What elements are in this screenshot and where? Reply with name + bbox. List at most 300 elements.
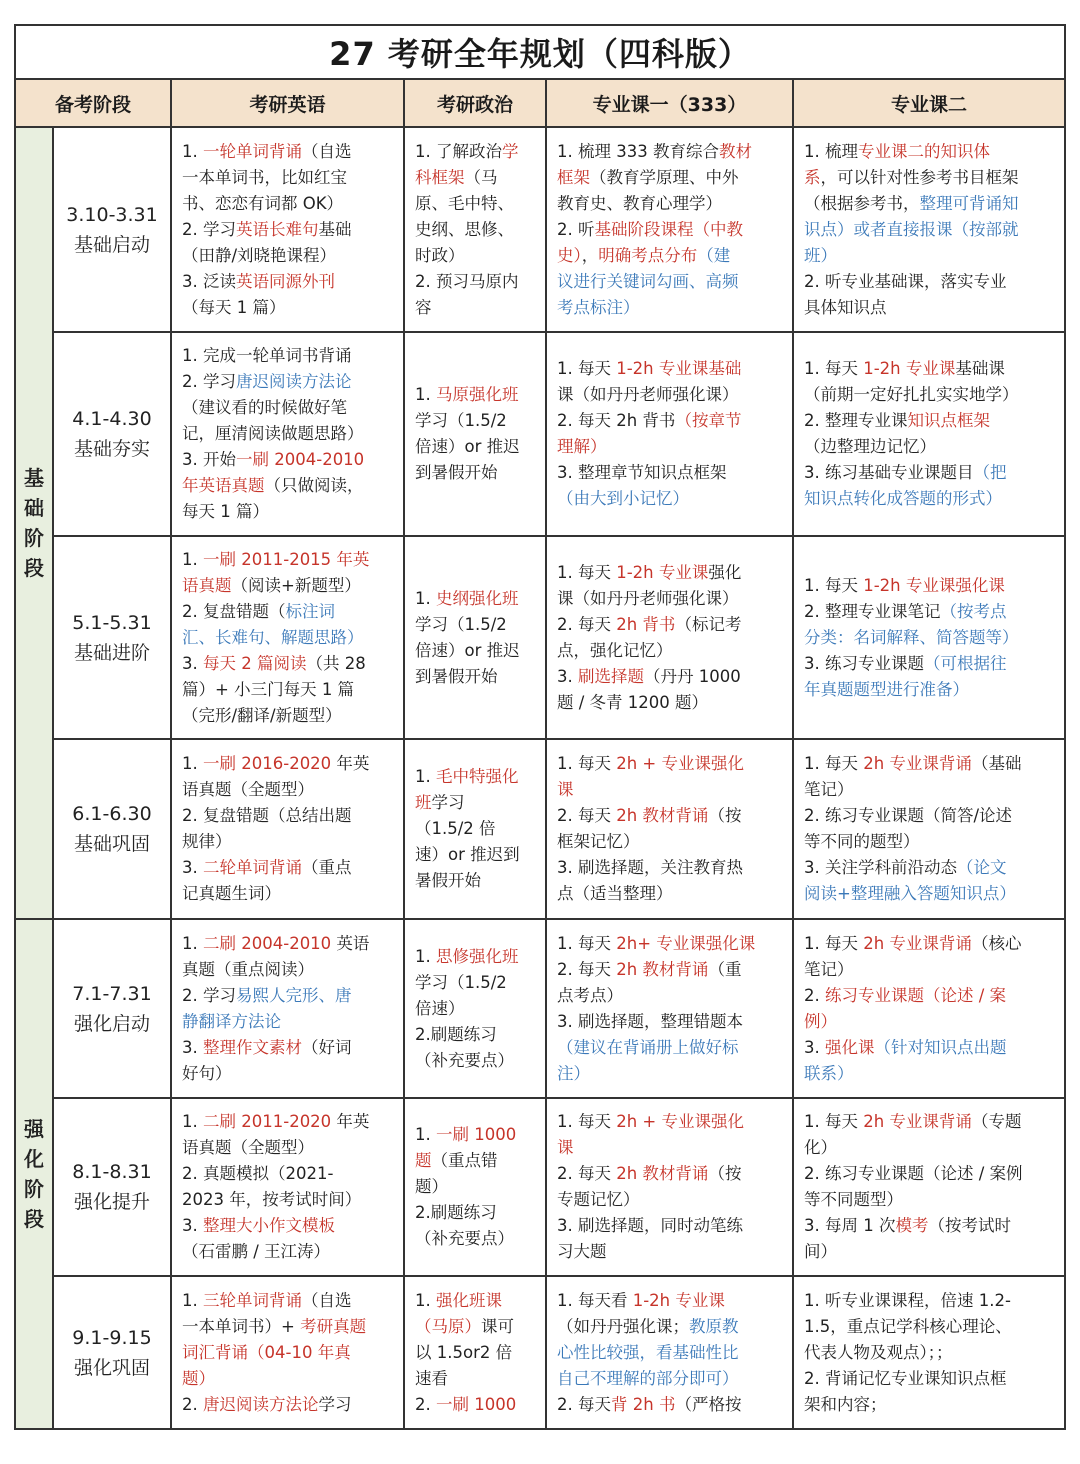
text-segment: 理解）: [557, 437, 607, 457]
table-row: [15, 332, 1065, 537]
text-segment: （可根据往: [924, 653, 1007, 673]
cell-line: [804, 1366, 1056, 1392]
cell-line: [557, 881, 784, 907]
cell-line: [557, 217, 784, 243]
cell-line: [557, 638, 784, 664]
text-segment: （补充要点）: [415, 1050, 514, 1070]
cell-line: [557, 1109, 784, 1135]
text-segment: 语真题: [182, 575, 232, 595]
text-segment: 基础阶段课程（中教: [594, 219, 743, 239]
text-segment: 2. 复盘错题（: [182, 601, 286, 621]
cell-line: [557, 408, 784, 434]
cell-line: [804, 1340, 1056, 1366]
text-segment: 明确考点分布: [598, 245, 698, 265]
cell-line: [415, 1340, 537, 1366]
cell-line: [415, 1122, 537, 1148]
cell-line: [415, 1314, 537, 1340]
cell-line: [415, 944, 537, 970]
text-segment: 3. 刷选择题，关注教育热: [557, 858, 743, 878]
text-segment: 2h + 专业课强化: [616, 1112, 745, 1132]
text-segment: 1. 每天: [557, 359, 617, 379]
text-segment: 2h 教材背诵: [616, 806, 709, 826]
text-segment: 课可: [481, 1316, 514, 1336]
text-segment: 二刷 2011-2020: [203, 1112, 332, 1132]
text-segment: 倍速）or 推迟: [415, 437, 520, 457]
text-segment: ，: [581, 245, 599, 265]
text-segment: 知识点转化成答题的形式）: [804, 489, 1002, 509]
cell-line: [804, 1288, 1056, 1314]
cell-english: [171, 1098, 404, 1277]
text-segment: 2. 每天: [557, 1394, 611, 1414]
text-segment: 学习: [318, 1394, 352, 1414]
text-segment: 笔记）: [804, 780, 854, 800]
text-segment: 学: [502, 141, 519, 161]
cell-line: [804, 1061, 1056, 1087]
text-segment: 倍速）or 推迟: [415, 640, 520, 660]
cell-line: [415, 1366, 537, 1392]
text-segment: 3.: [182, 858, 203, 878]
text-segment: 1. 完成一轮单词书背诵: [182, 346, 352, 366]
text-segment: 2. 练习专业课题（简答/论述: [804, 806, 1013, 826]
period-dates: 5.1-5.31: [72, 611, 152, 634]
text-segment: 史）: [557, 245, 582, 265]
period-dates: 4.1-4.30: [72, 408, 152, 431]
table-row: [15, 1098, 1065, 1277]
text-segment: （补充要点）: [415, 1229, 514, 1249]
text-segment: 代表人物及观点）；；: [804, 1342, 953, 1362]
text-segment: 3. 开始: [182, 450, 236, 470]
text-segment: 2h 专业课背诵: [863, 933, 972, 953]
text-segment: 点（适当整理）: [557, 884, 673, 904]
cell-line: [182, 573, 395, 599]
text-segment: 1.: [415, 1125, 436, 1145]
cell-politics: [404, 536, 546, 739]
text-segment: 强化: [708, 562, 742, 582]
text-segment: 唐迟阅读方法论: [236, 372, 352, 392]
cell-line: [182, 447, 395, 473]
cell-line: [557, 751, 784, 777]
text-segment: （标记考: [675, 614, 742, 634]
text-segment: 2h 教材背诵: [616, 1164, 709, 1184]
cell-major-two: [793, 536, 1065, 739]
cell-politics: [404, 332, 546, 537]
study-plan-table: [14, 24, 1066, 1430]
cell-line: [804, 382, 1056, 408]
text-segment: 2.: [182, 1394, 203, 1414]
cell-line: [182, 395, 395, 421]
period-dates: 9.1-9.15: [72, 1326, 152, 1349]
text-segment: 3. 刷选择题，同时动笔练: [557, 1216, 743, 1236]
text-segment: （按章节: [675, 411, 742, 431]
text-segment: 课（如丹丹老师强化课）: [557, 588, 739, 608]
cell-line: [557, 829, 784, 855]
text-segment: （完形/翻译/新题型）: [182, 705, 342, 725]
cell-line: [415, 217, 537, 243]
text-segment: 1.: [182, 1290, 203, 1310]
text-segment: 1. 每天: [557, 1112, 617, 1132]
text-segment: 1-2h 专业课基础: [616, 359, 742, 379]
cell-politics: [404, 1098, 546, 1277]
text-segment: （自选: [302, 141, 352, 161]
cell-line: [804, 1213, 1056, 1239]
cell-line: [182, 703, 395, 729]
cell-line: [804, 599, 1056, 625]
cell-line: [557, 460, 784, 486]
text-segment: 1. 每天: [804, 1112, 864, 1132]
cell-line: [804, 139, 1056, 165]
cell-line: [415, 139, 537, 165]
cell-line: [804, 957, 1056, 983]
period-cell: [53, 536, 171, 739]
cell-line: [182, 421, 395, 447]
text-segment: （针对知识点出题: [874, 1037, 1007, 1057]
text-segment: 科框架: [415, 167, 465, 187]
text-segment: 2h 背书: [616, 614, 676, 634]
text-segment: （按考点: [940, 601, 1007, 621]
cell-line: [415, 816, 537, 842]
text-segment: 3.: [182, 1037, 203, 1057]
cell-line: [415, 1288, 537, 1314]
text-segment: 3. 关注学科前沿动态: [804, 858, 957, 878]
text-segment: 刷选择题: [578, 666, 644, 686]
phase-char: 础: [24, 496, 44, 521]
cell-line: [415, 996, 537, 1022]
text-segment: 语真题（全题型）: [182, 780, 314, 800]
text-segment: 模考: [895, 1216, 929, 1236]
text-segment: 练习专业课题（论述 / 案: [825, 985, 1007, 1005]
cell-line: [557, 1213, 784, 1239]
text-segment: （每天 1 篇）: [182, 297, 286, 317]
text-segment: （教育学原理、中外: [590, 167, 739, 187]
text-segment: （边整理边记忆）: [804, 437, 936, 457]
cell-line: [182, 677, 395, 703]
text-segment: 1.: [415, 767, 436, 787]
text-segment: 注）: [557, 1063, 590, 1083]
cell-major-two: [793, 1276, 1065, 1429]
text-segment: 1. 听专业课课程，倍速 1.2-: [804, 1290, 1011, 1310]
header-english: 考研英语: [171, 79, 404, 127]
cell-line: [804, 434, 1056, 460]
period-dates: 3.10-3.31: [66, 203, 158, 226]
text-segment: 3.: [182, 653, 203, 673]
text-segment: （前期一定好扎扎实实地学）: [804, 385, 1019, 405]
text-segment: 学习（1.5/2: [415, 411, 507, 431]
text-segment: 规律）: [182, 832, 232, 852]
cell-line: [557, 664, 784, 690]
phase-char: 化: [24, 1147, 44, 1172]
text-segment: 1. 每天: [804, 359, 864, 379]
text-segment: 分类：名词解释、简答题等）: [804, 627, 1019, 647]
cell-line: [557, 1161, 784, 1187]
text-segment: 班）: [804, 245, 837, 265]
cell-line: [182, 139, 395, 165]
cell-line: [804, 931, 1056, 957]
cell-line: [804, 1392, 1056, 1418]
text-segment: （建: [697, 245, 731, 265]
cell-line: [182, 343, 395, 369]
cell-line: [804, 1161, 1056, 1187]
header-stage: 备考阶段: [15, 79, 171, 127]
cell-line: [415, 269, 537, 295]
text-segment: （1.5/2 倍: [415, 819, 496, 839]
cell-line: [557, 931, 784, 957]
text-segment: 3.: [557, 666, 578, 686]
text-segment: 具体知识点: [804, 297, 887, 317]
text-segment: 学习（1.5/2: [415, 614, 507, 634]
cell-line: [557, 486, 784, 512]
text-segment: （马: [464, 167, 498, 187]
table-row: [15, 536, 1065, 739]
text-segment: 1. 了解政治: [415, 141, 502, 161]
cell-line: [415, 586, 537, 612]
text-segment: （由大到小记忆）: [557, 489, 689, 509]
cell-line: [804, 191, 1056, 217]
text-segment: 自己不理解的部分即可）: [557, 1368, 739, 1388]
text-segment: 2. 背诵记忆专业课知识点框: [804, 1368, 1007, 1388]
text-segment: 记，厘清阅读做题思路）: [182, 424, 364, 444]
text-segment: 2.: [415, 1394, 436, 1414]
cell-line: [182, 931, 395, 957]
cell-line: [557, 586, 784, 612]
text-segment: 1. 每天: [557, 754, 617, 774]
text-segment: 1.: [182, 1112, 203, 1132]
cell-line: [804, 1187, 1056, 1213]
text-segment: 一刷 1000: [436, 1125, 517, 1145]
cell-line: [804, 1314, 1056, 1340]
cell-major-one: [546, 1276, 793, 1429]
text-segment: 一刷 2016-2020: [203, 754, 332, 774]
cell-line: [804, 1035, 1056, 1061]
cell-line: [804, 983, 1056, 1009]
text-segment: 基础课: [955, 359, 1005, 379]
cell-line: [557, 855, 784, 881]
cell-english: [171, 332, 404, 537]
text-segment: 毛中特强化: [436, 767, 519, 787]
cell-line: [415, 868, 537, 894]
cell-line: [557, 1366, 784, 1392]
text-segment: 3. 练习专业课题: [804, 653, 924, 673]
cell-line: [557, 165, 784, 191]
cell-line: [557, 269, 784, 295]
cell-line: [182, 651, 395, 677]
text-segment: 基础: [318, 219, 352, 239]
text-segment: （重点错: [431, 1151, 498, 1171]
text-segment: 1. 梳理 333 教育综合: [557, 141, 719, 161]
text-segment: 年英语真题: [182, 476, 265, 496]
text-segment: 点考点）: [557, 985, 623, 1005]
text-segment: 倍速）: [415, 998, 465, 1018]
cell-line: [415, 842, 537, 868]
cell-line: [415, 1048, 537, 1074]
text-segment: 1.: [415, 385, 436, 405]
text-segment: （重点: [302, 858, 352, 878]
text-segment: 1. 每天: [557, 933, 617, 953]
cell-line: [557, 1187, 784, 1213]
cell-politics: [404, 127, 546, 332]
phase-char: 段: [24, 1207, 44, 1232]
phase-char: 强: [24, 1117, 44, 1142]
text-segment: （专题: [971, 1112, 1022, 1132]
text-segment: 教原教: [689, 1316, 739, 1336]
text-segment: 标注词: [285, 601, 335, 621]
period-name: 强化启动: [73, 1012, 150, 1035]
text-segment: 等不同的题型）: [804, 832, 920, 852]
text-segment: （根据参考书，: [804, 193, 920, 213]
text-segment: 真题（重点阅读）: [182, 959, 314, 979]
text-segment: 好句）: [182, 1063, 232, 1083]
table-row: [15, 1276, 1065, 1429]
cell-line: [557, 957, 784, 983]
cell-line: [415, 1022, 537, 1048]
text-segment: （按考试时: [928, 1216, 1011, 1236]
phase-label: [15, 919, 53, 1429]
cell-major-two: [793, 127, 1065, 332]
text-segment: 2. 学习: [182, 219, 236, 239]
cell-line: [415, 382, 537, 408]
phase-char: 阶: [24, 1177, 44, 1202]
text-segment: 框架记忆）: [557, 832, 640, 852]
text-segment: 英语长难句: [236, 219, 319, 239]
cell-line: [415, 1392, 537, 1418]
period-dates: 7.1-7.31: [72, 982, 152, 1005]
cell-major-one: [546, 127, 793, 332]
text-segment: 到暑假开始: [415, 463, 498, 483]
text-segment: 2023 年，按考试时间）: [182, 1190, 362, 1210]
text-segment: 2.: [804, 985, 825, 1005]
text-segment: （重: [708, 959, 742, 979]
cell-politics: [404, 1276, 546, 1429]
text-segment: 语真题（全题型）: [182, 1138, 314, 1158]
cell-major-two: [793, 332, 1065, 537]
cell-line: [182, 855, 395, 881]
cell-line: [182, 1288, 395, 1314]
text-segment: 背 2h 书: [611, 1394, 676, 1414]
cell-line: [182, 165, 395, 191]
text-segment: 3.: [804, 1037, 825, 1057]
cell-english: [171, 536, 404, 739]
text-segment: 化）: [804, 1138, 837, 1158]
cell-line: [182, 777, 395, 803]
cell-major-one: [546, 536, 793, 739]
text-segment: （论文: [957, 858, 1007, 878]
cell-line: [804, 269, 1056, 295]
text-segment: 题）: [182, 1368, 215, 1388]
cell-major-two: [793, 739, 1065, 920]
period-cell: [53, 919, 171, 1098]
text-segment: 1. 每天: [804, 754, 864, 774]
text-segment: 一刷 1000: [436, 1394, 517, 1414]
text-segment: 1.: [415, 588, 436, 608]
header-major-two: 专业课二: [793, 79, 1065, 127]
cell-line: [182, 1187, 395, 1213]
cell-line: [557, 295, 784, 321]
cell-line: [182, 1035, 395, 1061]
text-segment: 1-2h 专业课: [632, 1290, 725, 1310]
text-segment: 静翻译方法论: [182, 1011, 281, 1031]
cell-line: [415, 790, 537, 816]
table-row: [15, 919, 1065, 1098]
cell-line: [182, 1061, 395, 1087]
text-segment: 1-2h 专业课: [616, 562, 709, 582]
text-segment: 年英: [331, 1112, 370, 1132]
text-segment: 2. 真题模拟（2021-: [182, 1164, 334, 1184]
cell-line: [182, 1213, 395, 1239]
text-segment: 汇、长难句、解题思路）: [182, 627, 364, 647]
text-segment: 心性比较强，看基础性比: [557, 1342, 739, 1362]
cell-line: [182, 983, 395, 1009]
cell-line: [557, 1340, 784, 1366]
text-segment: 习大题: [557, 1242, 607, 1262]
cell-line: [557, 1035, 784, 1061]
text-segment: 思修强化班: [436, 946, 519, 966]
table-row: [15, 739, 1065, 920]
cell-line: [415, 243, 537, 269]
cell-english: [171, 739, 404, 920]
cell-line: [557, 356, 784, 382]
text-segment: 二轮单词背诵: [203, 858, 302, 878]
text-segment: 一本单词书）+: [182, 1316, 301, 1336]
text-segment: 容: [415, 297, 432, 317]
text-segment: 考研真题: [300, 1316, 367, 1336]
text-segment: 1.: [415, 946, 436, 966]
period-name: 强化巩固: [73, 1356, 150, 1379]
text-segment: 学习（1.5/2: [415, 972, 507, 992]
text-segment: 2.刷题练习: [415, 1024, 497, 1044]
text-segment: 1-2h 专业课: [863, 359, 956, 379]
text-segment: 专题记忆）: [557, 1190, 640, 1210]
cell-line: [415, 460, 537, 486]
cell-line: [182, 369, 395, 395]
text-segment: 例）: [804, 1011, 837, 1031]
period-name: 基础巩固: [73, 833, 150, 856]
cell-line: [415, 1200, 537, 1226]
text-segment: 2h+ 专业课强化课: [616, 933, 756, 953]
cell-line: [557, 1061, 784, 1087]
text-segment: 三轮单词背诵: [203, 1290, 302, 1310]
cell-line: [415, 191, 537, 217]
cell-line: [804, 1239, 1056, 1265]
text-segment: 点，强化记忆）: [557, 640, 673, 660]
text-segment: 篇）+ 小三门每天 1 篇: [182, 679, 355, 699]
text-segment: 强化课: [825, 1037, 875, 1057]
header-politics: 考研政治: [404, 79, 546, 127]
cell-line: [804, 1135, 1056, 1161]
cell-line: [804, 829, 1056, 855]
text-segment: （丹丹 1000: [644, 666, 741, 686]
text-segment: 原、毛中特、: [415, 193, 514, 213]
text-segment: 议进行关键词勾画、高频: [557, 271, 739, 291]
cell-line: [415, 1174, 537, 1200]
cell-line: [557, 382, 784, 408]
text-segment: 2. 听专业基础课，落实专业: [804, 271, 1007, 291]
text-segment: 每天 2 篇阅读: [203, 653, 307, 673]
text-segment: 1.: [182, 933, 203, 953]
text-segment: 1.5，重点记学科核心理论、: [804, 1316, 1012, 1336]
text-segment: 阅读+整理融入答题知识点）: [804, 884, 1016, 904]
period-cell: [53, 1098, 171, 1277]
text-segment: 2. 学习: [182, 985, 236, 1005]
text-segment: 一本单词书，比如红宝: [182, 167, 347, 187]
text-segment: （基础: [971, 754, 1022, 774]
text-segment: ，可以针对性参考书目框架: [820, 167, 1019, 187]
text-segment: 年真题题型进行准备）: [804, 679, 969, 699]
text-segment: 1. 每天: [557, 562, 617, 582]
text-segment: 史纲强化班: [436, 588, 519, 608]
text-segment: （建议在背诵册上做好标: [557, 1037, 739, 1057]
text-segment: 2. 复盘错题（总结出题: [182, 806, 352, 826]
cell-line: [182, 1340, 395, 1366]
text-segment: 考点标注）: [557, 297, 640, 317]
